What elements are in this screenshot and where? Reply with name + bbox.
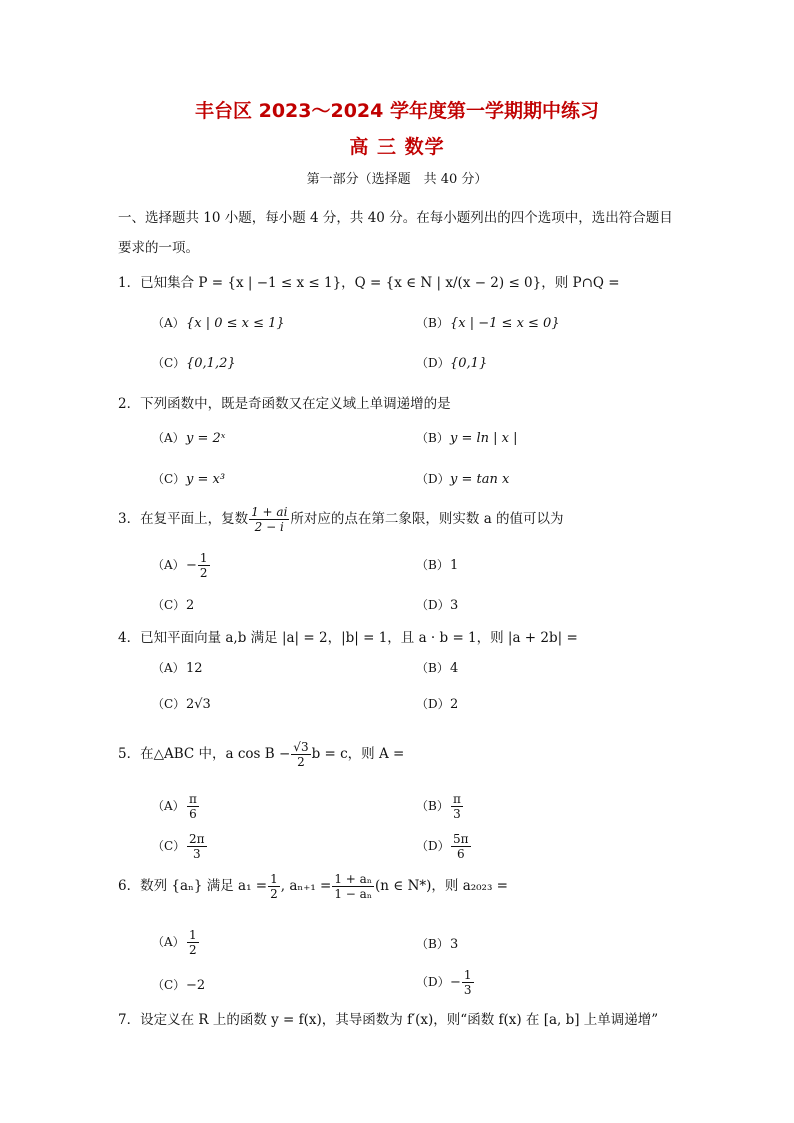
option-fraction <box>462 968 474 997</box>
option-text: 1 <box>450 558 459 573</box>
instructions-line-1: 一、选择题共 10 小题，每小题 4 分，共 40 分。在每小题列出的四个选项中，选出符合题目 <box>118 210 673 226</box>
stem-text: 3．在复平面上，复数 <box>118 511 249 527</box>
option-text: 4 <box>450 661 459 676</box>
option-text: y = 2ˣ <box>186 431 226 446</box>
stem-fraction <box>249 505 289 534</box>
question-3-option-c <box>152 596 194 613</box>
question-2-option-b <box>416 429 518 446</box>
option-text: 3 <box>450 598 459 613</box>
fraction-numerator: 1 + aₙ <box>334 872 373 886</box>
fraction-denominator: 2 <box>189 943 197 957</box>
question-7-stem: 7．设定义在 R 上的函数 y = f(x)，其导函数为 f′(x)，则“函数 f(x) 在 [a, b] 上单调递增” <box>118 1012 659 1028</box>
exam-title: 丰台区 2023～2024 学年度第一学期期中练习 <box>195 100 599 122</box>
option-label: （B） <box>416 558 449 572</box>
stem-text: , aₙ₊₁ = <box>280 878 332 894</box>
option-label: （C） <box>152 697 186 711</box>
option-text: − <box>450 975 461 990</box>
fraction-numerator: 1 + ai <box>251 505 288 519</box>
question-1-stem: 1．已知集合 P = {x | −1 ≤ x ≤ 1}，Q = {x ∈ N | x/(x − 2) ≤ 0}，则 P∩Q = <box>118 275 620 291</box>
question-4-option-b <box>416 659 458 676</box>
option-text: {0,1} <box>450 356 488 371</box>
fraction-numerator: 5π <box>453 832 469 846</box>
question-2-option-d <box>416 470 509 487</box>
fraction-denominator: 1 − aₙ <box>334 887 373 901</box>
fraction-numerator: 1 <box>270 872 278 886</box>
option-fraction <box>451 832 471 861</box>
question-3-stem <box>118 505 564 534</box>
fraction-numerator: π <box>189 792 197 806</box>
stem-text: b = c，则 A = <box>311 746 405 762</box>
fraction-numerator: 1 <box>199 551 208 565</box>
fraction-denominator: 2 <box>297 755 305 769</box>
fraction-numerator: 2π <box>189 832 205 846</box>
option-text: 2√3 <box>186 697 211 712</box>
option-label: （D） <box>416 839 450 853</box>
option-fraction <box>198 551 210 580</box>
question-5-option-a <box>152 792 200 821</box>
option-text: y = x³ <box>186 472 226 487</box>
option-label: （B） <box>416 937 449 951</box>
question-2-stem: 2．下列函数中，既是奇函数又在定义域上单调递增的是 <box>118 396 451 412</box>
option-label: （A） <box>152 799 185 813</box>
option-label: （D） <box>416 975 450 989</box>
option-text: 2 <box>450 697 459 712</box>
option-label: （B） <box>416 316 449 330</box>
exam-subtitle: 高 三 数学 <box>349 136 445 158</box>
section-heading: 第一部分（选择题 共 40 分） <box>306 172 488 187</box>
option-label: （C） <box>152 978 186 992</box>
option-text: − <box>186 558 197 573</box>
option-fraction <box>187 832 207 861</box>
option-label: （B） <box>416 431 449 445</box>
stem-text: 所对应的点在第二象限，则实数 a 的值可以为 <box>290 511 564 527</box>
option-label: （A） <box>152 316 185 330</box>
option-label: （A） <box>152 558 185 572</box>
question-1-option-d <box>416 354 487 371</box>
question-2-option-c <box>152 470 225 487</box>
fraction-denominator: 2 − i <box>254 520 284 534</box>
question-5-stem <box>118 740 404 769</box>
option-label: （A） <box>152 661 185 675</box>
stem-fraction <box>268 872 280 901</box>
option-fraction <box>451 792 463 821</box>
fraction-denominator: 3 <box>463 983 472 997</box>
option-label: （D） <box>416 472 450 486</box>
option-text: y = ln | x | <box>450 431 518 446</box>
option-fraction <box>187 928 199 957</box>
question-6-option-c <box>152 976 205 993</box>
question-3-option-d <box>416 596 458 613</box>
option-text: 2 <box>186 598 195 613</box>
question-4-stem: 4．已知平面向量 a,b 满足 |a| = 2，|b| = 1，且 a · b = 1，则 |a + 2b| = <box>118 630 578 646</box>
option-text: 12 <box>186 661 203 676</box>
fraction-numerator: √3 <box>293 740 309 754</box>
option-label: （B） <box>416 661 449 675</box>
question-1-option-a <box>152 314 285 331</box>
option-label: （D） <box>416 697 450 711</box>
question-5-option-c <box>152 832 208 861</box>
question-3-option-a <box>152 551 211 580</box>
fraction-numerator: 1 <box>463 968 472 982</box>
question-6-option-a <box>152 928 200 957</box>
option-label: （D） <box>416 598 450 612</box>
option-text: {x | −1 ≤ x ≤ 0} <box>450 316 560 331</box>
question-5-option-d <box>416 832 472 861</box>
option-label: （C） <box>152 598 186 612</box>
fraction-denominator: 2 <box>199 566 208 580</box>
option-text: 3 <box>450 937 459 952</box>
option-label: （C） <box>152 472 186 486</box>
fraction-numerator: π <box>453 792 461 806</box>
option-text: −2 <box>186 978 206 993</box>
option-label: （B） <box>416 799 449 813</box>
fraction-denominator: 2 <box>270 887 278 901</box>
question-6-stem <box>118 872 508 901</box>
instructions-line-2: 要求的一项。 <box>118 240 199 256</box>
option-label: （D） <box>416 356 450 370</box>
stem-text: 6．数列 {aₙ} 满足 a₁ = <box>118 878 268 894</box>
option-fraction <box>187 792 199 821</box>
option-text: {x | 0 ≤ x ≤ 1} <box>186 316 285 331</box>
option-text: {0,1,2} <box>186 356 236 371</box>
question-6-option-b <box>416 935 458 952</box>
option-label: （C） <box>152 839 186 853</box>
stem-fraction <box>332 872 374 901</box>
option-label: （C） <box>152 356 186 370</box>
stem-text: (n ∈ N*)，则 a₂₀₂₃ = <box>375 878 508 894</box>
fraction-denominator: 6 <box>456 847 465 861</box>
question-4-option-d <box>416 695 458 712</box>
question-4-option-c <box>152 695 211 712</box>
stem-text: 5．在△ABC 中，a cos B − <box>118 746 291 762</box>
question-4-option-a <box>152 659 203 676</box>
fraction-denominator: 6 <box>189 807 197 821</box>
option-label: （A） <box>152 935 185 949</box>
stem-fraction <box>291 740 310 769</box>
fraction-denominator: 3 <box>192 847 201 861</box>
question-6-option-d <box>416 968 475 997</box>
option-text: y = tan x <box>450 472 510 487</box>
question-3-option-b <box>416 556 458 573</box>
question-1-option-c <box>152 354 236 371</box>
question-2-option-a <box>152 429 225 446</box>
question-5-option-b <box>416 792 464 821</box>
fraction-numerator: 1 <box>189 928 197 942</box>
option-label: （A） <box>152 431 185 445</box>
question-1-option-b <box>416 314 560 331</box>
fraction-denominator: 3 <box>453 807 461 821</box>
